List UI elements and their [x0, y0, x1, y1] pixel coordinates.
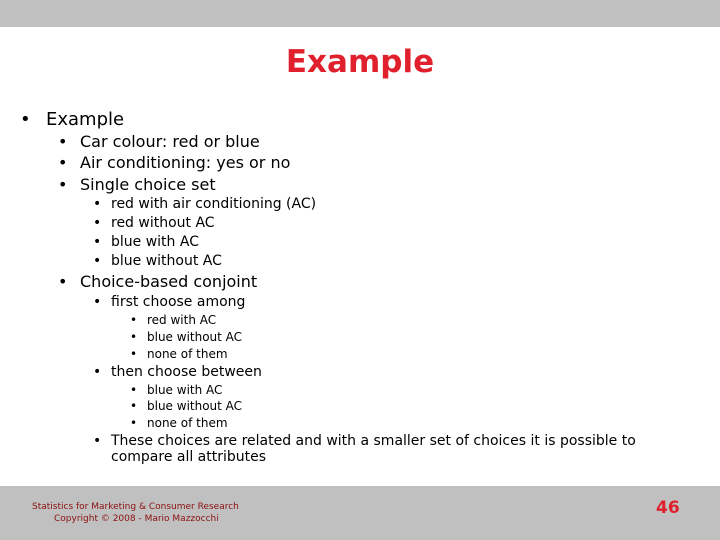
bullet-option: blue with AC [111, 234, 199, 250]
bullet-dot: • [130, 383, 138, 397]
bullet-these-choices-cont: compare all attributes [111, 449, 267, 465]
bullet-dot: • [58, 175, 68, 194]
bullet-dot: • [93, 234, 102, 250]
bullet-air-conditioning: Air conditioning: yes or no [80, 153, 291, 172]
bullet-option: none of them [147, 347, 228, 361]
bullet-dot: • [93, 196, 102, 212]
footer-course-title: Statistics for Marketing & Consumer Research [32, 502, 239, 512]
footer-band [0, 486, 720, 540]
bullet-option: blue without AC [147, 399, 243, 413]
bullet-dot: • [130, 416, 138, 430]
bullet-dot: • [130, 330, 138, 344]
page-number: 46 [656, 498, 680, 518]
bullet-first-choose: first choose among [111, 294, 246, 310]
bullet-dot: • [20, 109, 31, 130]
bullet-choice-based-conjoint: Choice-based conjoint [80, 272, 258, 291]
bullet-single-choice-set: Single choice set [80, 175, 216, 194]
bullet-option: blue without AC [111, 253, 222, 269]
bullet-dot: • [93, 253, 102, 269]
bullet-dot: • [130, 347, 138, 361]
slide-title: Example [285, 44, 435, 80]
bullet-dot: • [58, 272, 68, 291]
bullet-option: blue without AC [147, 330, 243, 344]
bullet-car-colour: Car colour: red or blue [80, 132, 260, 151]
bullet-option: red with air conditioning (AC) [111, 196, 317, 212]
bullet-dot: • [130, 313, 138, 327]
bullet-then-choose: then choose between [111, 364, 262, 380]
footer-copyright: Copyright © 2008 - Mario Mazzocchi [54, 514, 219, 524]
bullet-dot: • [93, 433, 102, 449]
bullet-dot: • [93, 294, 102, 310]
bullet-example: Example [46, 109, 125, 130]
bullet-dot: • [58, 153, 68, 172]
bullet-dot: • [93, 364, 102, 380]
bullet-these-choices: These choices are related and with a smaller set of choices it is possible to [111, 433, 636, 449]
bullet-option: red with AC [147, 313, 217, 327]
bullet-dot: • [93, 215, 102, 231]
bullet-option: blue with AC [147, 383, 223, 397]
bullet-dot: • [130, 399, 138, 413]
bullet-option: red without AC [111, 215, 215, 231]
bullet-dot: • [58, 132, 68, 151]
bullet-option: none of them [147, 416, 228, 430]
